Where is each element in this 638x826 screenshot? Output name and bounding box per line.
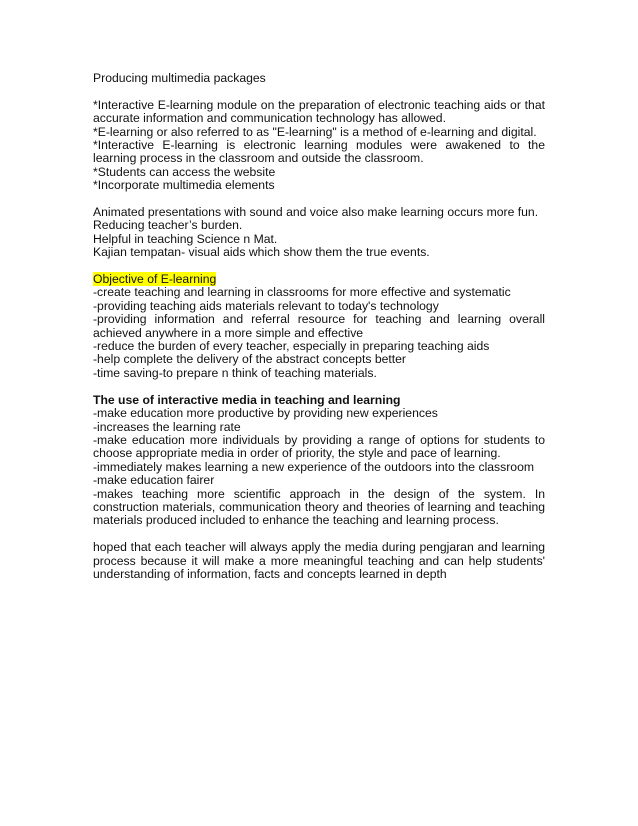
objective-line-4: -reduce the burden of every teacher, especially in preparing teaching aids	[93, 339, 490, 354]
benefit-line-1: Animated presentations with sound and voice also make learning occurs more fun.	[93, 205, 539, 220]
intro-line-3: *Interactive E-learning is electronic learning modules were awakened to the learning process in the classroom and outside the classroom.	[93, 138, 545, 166]
intro-line-5: *Incorporate multimedia elements	[93, 178, 275, 193]
use-line-1: -make education more productive by providing new experiences	[93, 406, 438, 421]
objective-line-6: -time saving-to prepare n think of teaching materials.	[93, 365, 377, 380]
spacer	[93, 380, 545, 393]
objective-line-5: -help complete the delivery of the abstract concepts better	[93, 352, 406, 367]
spacer	[93, 193, 545, 206]
objective-line-1: -create teaching and learning in classrooms for more effective and systematic	[93, 285, 511, 300]
intro-line-4: *Students can access the website	[93, 164, 276, 179]
benefit-line-4: Kajian tempatan- visual aids which show them the true events.	[93, 245, 430, 260]
spacer	[93, 528, 545, 541]
use-heading: The use of interactive media in teaching and learning	[93, 392, 401, 407]
intro-line-2: *E-learning or also referred to as "E-learning" is a method of e-learning and digital.	[93, 124, 537, 139]
use-line-4: -immediately makes learning a new experience of the outdoors into the classroom	[93, 459, 535, 474]
spacer	[93, 85, 545, 98]
intro-line-1: *Interactive E-learning module on the preparation of electronic teaching aids or that accurate information and communication technology has allowed.	[93, 97, 545, 126]
objective-heading-line	[93, 273, 545, 286]
spacer	[93, 260, 545, 273]
intro-section	[93, 99, 545, 193]
benefits-section	[93, 206, 545, 260]
objective-heading: Objective of E-learning	[93, 272, 217, 287]
use-line-2: -increases the learning rate	[93, 419, 241, 434]
use-line-6: -makes teaching more scientific approach in the design of the system. In construction materials, communication theory and theories of learning and teaching materials produced included to enhance the teaching and learning process.	[93, 486, 545, 528]
document-title: Producing multimedia packages	[93, 71, 266, 85]
uses-section	[93, 394, 545, 528]
benefit-line-3: Helpful in teaching Science n Mat.	[93, 231, 278, 246]
objective-line-3: -providing information and referral resource for teaching and learning overall achieved anywhere in a more simple and effective	[93, 312, 545, 340]
objectives-section	[93, 273, 545, 380]
conclusion-paragraph: hoped that each teacher will always apply the media during pengjaran and learning process because it will make a more meaningful teaching and can help students' understanding of information, facts and concepts learned in depth	[93, 540, 545, 581]
document-page	[93, 72, 545, 581]
use-line-5: -make education fairer	[93, 473, 215, 488]
benefit-line-2: Reducing teacher’s burden.	[93, 218, 243, 233]
objective-line-2: -providing teaching aids materials relevant to today's technology	[93, 298, 439, 313]
use-line-3: -make education more individuals by providing a range of options for students to choose appropriate media in order of priority, the style and pace of learning.	[93, 432, 545, 461]
